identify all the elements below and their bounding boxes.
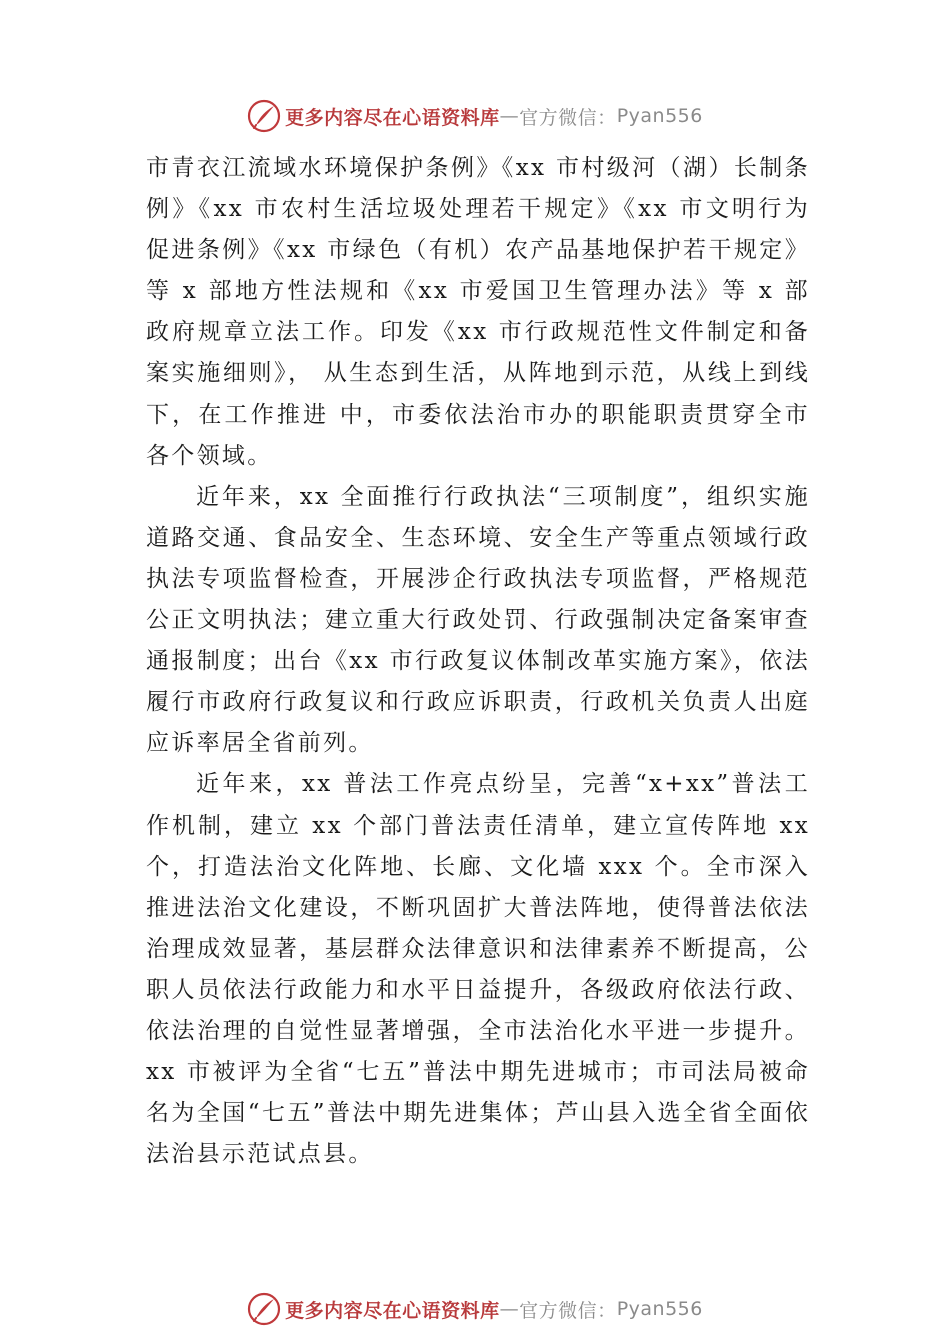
header-dash: — (499, 105, 520, 127)
paragraph-1: 市青衣江流域水环境保护条例》《xx 市村级河（湖）长制条例》《xx 市农村生活垃圾处理若干规定》《xx 市文明行为促进条例》《xx 市绿色（有机）农产品基地保护若干规定》等 x 部地方性法规和《xx 市爱国卫生管理办法》等 x 部政府规章立法工作。印发《xx 市行政规范性文件制定和备案实施细则》， 从生态到生活，从阵地到示范，从线上到线下，在工作推进 中，市委依法治市办的职能职责贯穿全市各个领域。 (146, 155, 810, 469)
footer-wechat-label: 官方微信： (519, 1299, 617, 1322)
footer-wechat-id: Pyan556 (616, 1298, 703, 1320)
paragraph-3: 近年来，xx 普法工作亮点纷呈，完善“x+xx”普法工作机制，建立 xx 个部门普法责任清单，建立宣传阵地 xx 个，打造法治文化阵地、长廊、文化墙 xxx 个。全市深入推进法治文化建设，不断巩固扩大普法阵地，使得普法依法治理成效显著，基层群众法律意识和法律素养不断提高，公职人员依法行政能力和水平日益提升，各级政府依法行政、依法治理的自觉性显著增强，全市法治化水平进一步提升。xx 市被评为全省“七五”普法中期先进城市；市司法局被命名为全国“七五”普法中期先进集体；芦山县入选全省全面依法治县示范试点县。 (146, 771, 810, 1168)
header-brand-text: 更多内容尽在心语资料库 (285, 106, 500, 129)
quill-logo-icon (247, 99, 281, 133)
footer-brand-text: 更多内容尽在心语资料库 (285, 1299, 500, 1322)
paragraph-2: 近年来，xx 全面推行行政执法“三项制度”，组织实施道路交通、食品安全、生态环境、安全生产等重点领域行政执法专项监督检查，开展涉企行政执法专项监督，严格规范公正文明执法；建立重大行政处罚、行政强制决定备案审查通报制度；出台《xx 市行政复议体制改革实施方案》，依法履行市政府行政复议和行政应诉职责，行政机关负责人出庭应诉率居全省前列。 (146, 483, 810, 757)
document-body (146, 148, 810, 1175)
footer-banner (0, 1289, 950, 1329)
header-wechat-id: Pyan556 (616, 105, 703, 127)
quill-logo-icon (247, 1292, 281, 1326)
header-wechat-label: 官方微信： (519, 106, 617, 129)
header-banner (0, 96, 950, 136)
footer-dash: — (499, 1298, 520, 1320)
